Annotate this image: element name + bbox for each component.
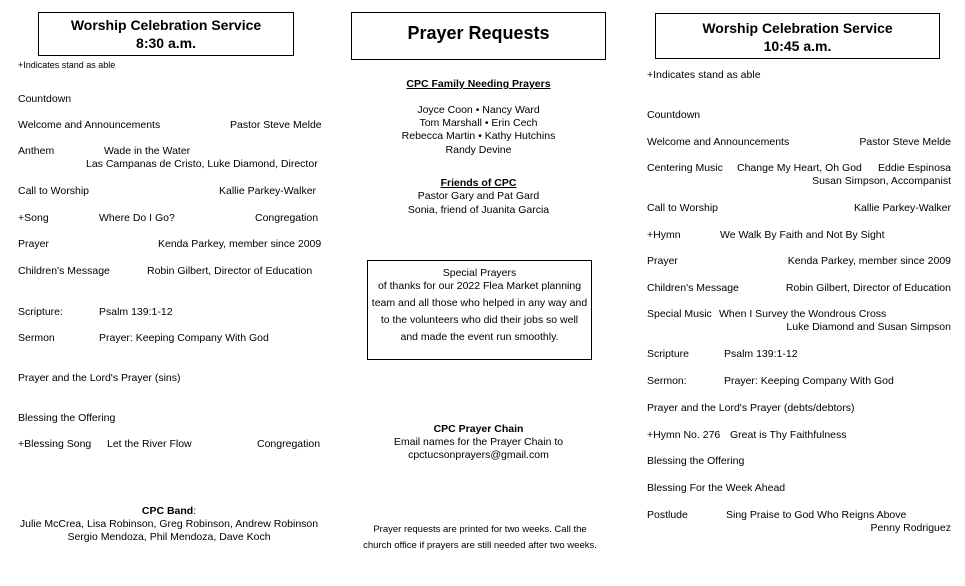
right-special-music-title: When I Survey the Wondrous Cross (719, 308, 887, 320)
left-call: Call to Worship (18, 185, 89, 197)
friends-line2: Sonia, friend of Juanita Garcia (407, 204, 550, 216)
family-heading: CPC Family Needing Prayers (406, 78, 551, 90)
left-anthem-credit: Las Campanas de Cristo, Luke Diamond, Director (86, 158, 318, 170)
chain-heading: CPC Prayer Chain (433, 423, 524, 435)
friends-line1: Pastor Gary and Pat Gard (417, 190, 540, 202)
right-scripture: Scripture (647, 348, 690, 360)
right-note: +Indicates stand as able (647, 69, 761, 81)
right-prayer: Prayer (647, 255, 678, 267)
right-welcome: Welcome and Announcements (647, 136, 790, 148)
left-children-leader: Robin Gilbert, Director of Education (147, 265, 313, 277)
right-special-music: Special Music (647, 308, 712, 320)
left-band-heading (0, 505, 338, 518)
family-line4: Randy Devine (445, 144, 512, 156)
right-hymn276: +Hymn No. 276 (647, 429, 721, 441)
middle-title-box (351, 12, 606, 60)
chain-email: cpctucsonprayers@gmail.com (408, 449, 549, 461)
left-anthem-title: Wade in the Water (104, 145, 191, 157)
right-welcome-leader: Pastor Steve Melde (859, 136, 951, 148)
left-song-leader: Congregation (255, 212, 319, 224)
right-centering: Centering Music (647, 162, 723, 174)
special-prayers-box (367, 260, 592, 360)
left-scripture-ref: Psalm 139:1-12 (99, 306, 173, 318)
right-postlude-title: Sing Praise to God Who Reigns Above (726, 509, 907, 521)
right-sermon-title: Prayer: Keeping Company With God (724, 375, 894, 387)
left-note: +Indicates stand as able (18, 60, 116, 70)
right-centering-accompanist: Susan Simpson, Accompanist (812, 175, 951, 187)
footer-line1: Prayer requests are printed for two weeks. Call the (373, 524, 587, 535)
left-sermon-title: Prayer: Keeping Company With God (99, 332, 269, 344)
right-centering-performer: Eddie Espinosa (878, 162, 951, 174)
special-line2: team and all those who helped in any way and (371, 297, 588, 309)
right-hymn-title: We Walk By Faith and Not By Sight (720, 229, 885, 241)
right-postlude-performer: Penny Rodriguez (870, 522, 951, 534)
left-band-line1: Julie McCrea, Lisa Robinson, Greg Robinson, Andrew Robinson (19, 518, 319, 530)
right-postlude: Postlude (647, 509, 688, 521)
left-blessing-song: +Blessing Song (18, 438, 92, 450)
left-lords-prayer: Prayer and the Lord's Prayer (sins) (18, 372, 181, 384)
footer-line2: church office if prayers are still needed after two weeks. (363, 540, 597, 551)
left-title-box (38, 12, 294, 56)
right-hymn: +Hymn (647, 229, 681, 241)
left-offering: Blessing the Offering (18, 412, 116, 424)
right-offering: Blessing the Offering (647, 455, 745, 467)
left-blessing-song-title: Let the River Flow (107, 438, 192, 450)
family-line3: Rebecca Martin • Kathy Hutchins (401, 130, 556, 142)
right-call: Call to Worship (647, 202, 718, 214)
left-anthem: Anthem (18, 145, 55, 157)
chain-line1: Email names for the Prayer Chain to (393, 436, 564, 448)
left-children: Children's Message (18, 265, 110, 277)
left-band-line2: Sergio Mendoza, Phil Mendoza, Dave Koch (67, 531, 271, 543)
right-children-leader: Robin Gilbert, Director of Education (785, 282, 951, 294)
special-line1: of thanks for our 2022 Flea Market planning (377, 280, 582, 292)
left-song: +Song (18, 212, 49, 224)
middle-title: Prayer Requests (407, 23, 550, 43)
friends-heading: Friends of CPC (440, 177, 517, 189)
right-lords-prayer: Prayer and the Lord's Prayer (debts/debtors) (647, 402, 855, 414)
left-time: 8:30 a.m. (136, 35, 196, 51)
left-scripture: Scripture: (18, 306, 63, 318)
right-prayer-leader: Kenda Parkey, member since 2009 (787, 255, 951, 267)
left-title: Worship Celebration Service (70, 17, 262, 33)
left-welcome: Welcome and Announcements (18, 119, 161, 131)
band-colon: : (193, 505, 197, 517)
special-line3: to the volunteers who did their jobs so well (380, 314, 579, 326)
right-centering-title: Change My Heart, Oh God (737, 162, 862, 174)
left-call-leader: Kallie Parkey-Walker (219, 185, 317, 197)
right-time: 10:45 a.m. (763, 38, 832, 54)
family-line1: Joyce Coon • Nancy Ward (417, 104, 540, 116)
right-sermon: Sermon: (647, 375, 687, 387)
left-prayer-leader: Kenda Parkey, member since 2009 (158, 238, 322, 250)
right-scripture-ref: Psalm 139:1-12 (724, 348, 798, 360)
family-line2: Tom Marshall • Erin Cech (419, 117, 538, 129)
right-children: Children's Message (647, 282, 739, 294)
band-title: CPC Band (141, 505, 194, 517)
right-hymn276-title: Great is Thy Faithfulness (730, 429, 847, 441)
right-countdown: Countdown (647, 109, 701, 121)
left-blessing-song-leader: Congregation (257, 438, 321, 450)
right-blessing-week: Blessing For the Week Ahead (647, 482, 786, 494)
right-title-box (655, 13, 940, 59)
special-heading: Special Prayers (442, 267, 517, 279)
left-countdown: Countdown (18, 93, 72, 105)
left-song-title: Where Do I Go? (99, 212, 175, 224)
right-title: Worship Celebration Service (702, 20, 893, 36)
right-call-leader: Kallie Parkey-Walker (853, 202, 951, 214)
left-sermon: Sermon (18, 332, 55, 344)
left-welcome-leader: Pastor Steve Melde (230, 119, 322, 131)
special-line4: and made the event run smoothly. (400, 331, 559, 343)
right-special-music-performers: Luke Diamond and Susan Simpson (786, 321, 951, 333)
left-prayer: Prayer (18, 238, 49, 250)
